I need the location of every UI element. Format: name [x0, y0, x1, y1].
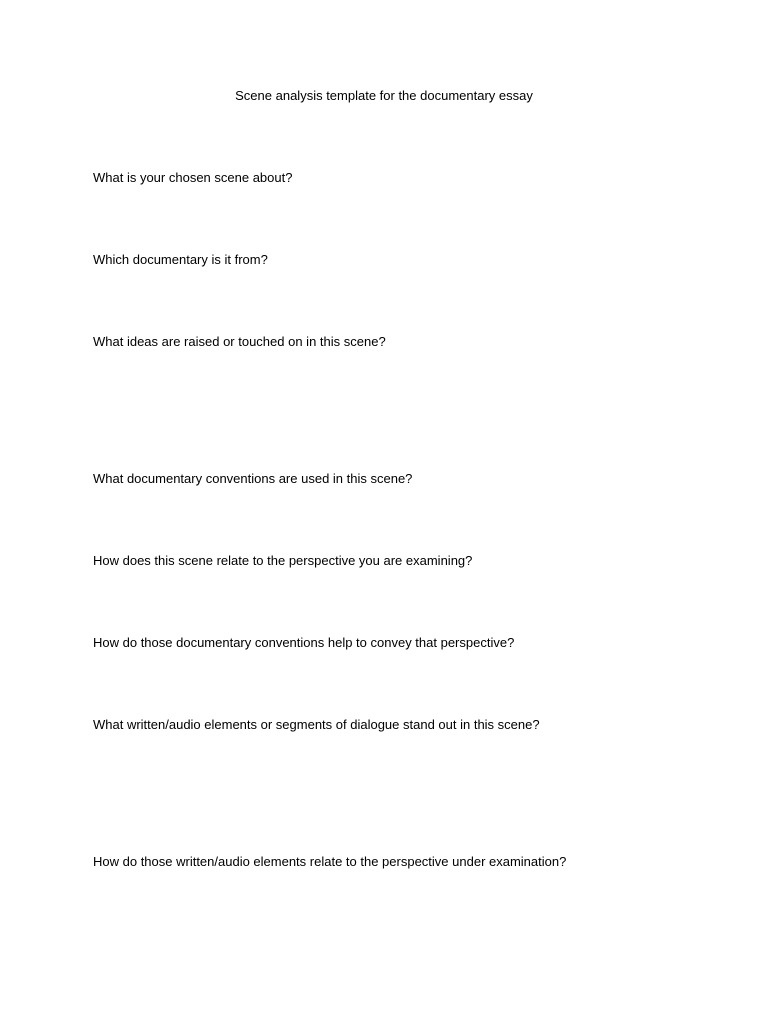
question-conventions-used: What documentary conventions are used in this scene? [93, 471, 413, 486]
question-conventions-convey: How do those documentary conventions help to convey that perspective? [93, 635, 515, 650]
question-elements-perspective: How do those written/audio elements relate to the perspective under examination? [93, 854, 567, 869]
question-ideas-raised: What ideas are raised or touched on in this scene? [93, 334, 386, 349]
question-scene-about: What is your chosen scene about? [93, 170, 293, 185]
document-title: Scene analysis template for the documentary essay [235, 88, 533, 103]
question-perspective-relation: How does this scene relate to the perspective you are examining? [93, 553, 473, 568]
question-which-documentary: Which documentary is it from? [93, 252, 268, 267]
question-written-audio-elements: What written/audio elements or segments of dialogue stand out in this scene? [93, 717, 540, 732]
